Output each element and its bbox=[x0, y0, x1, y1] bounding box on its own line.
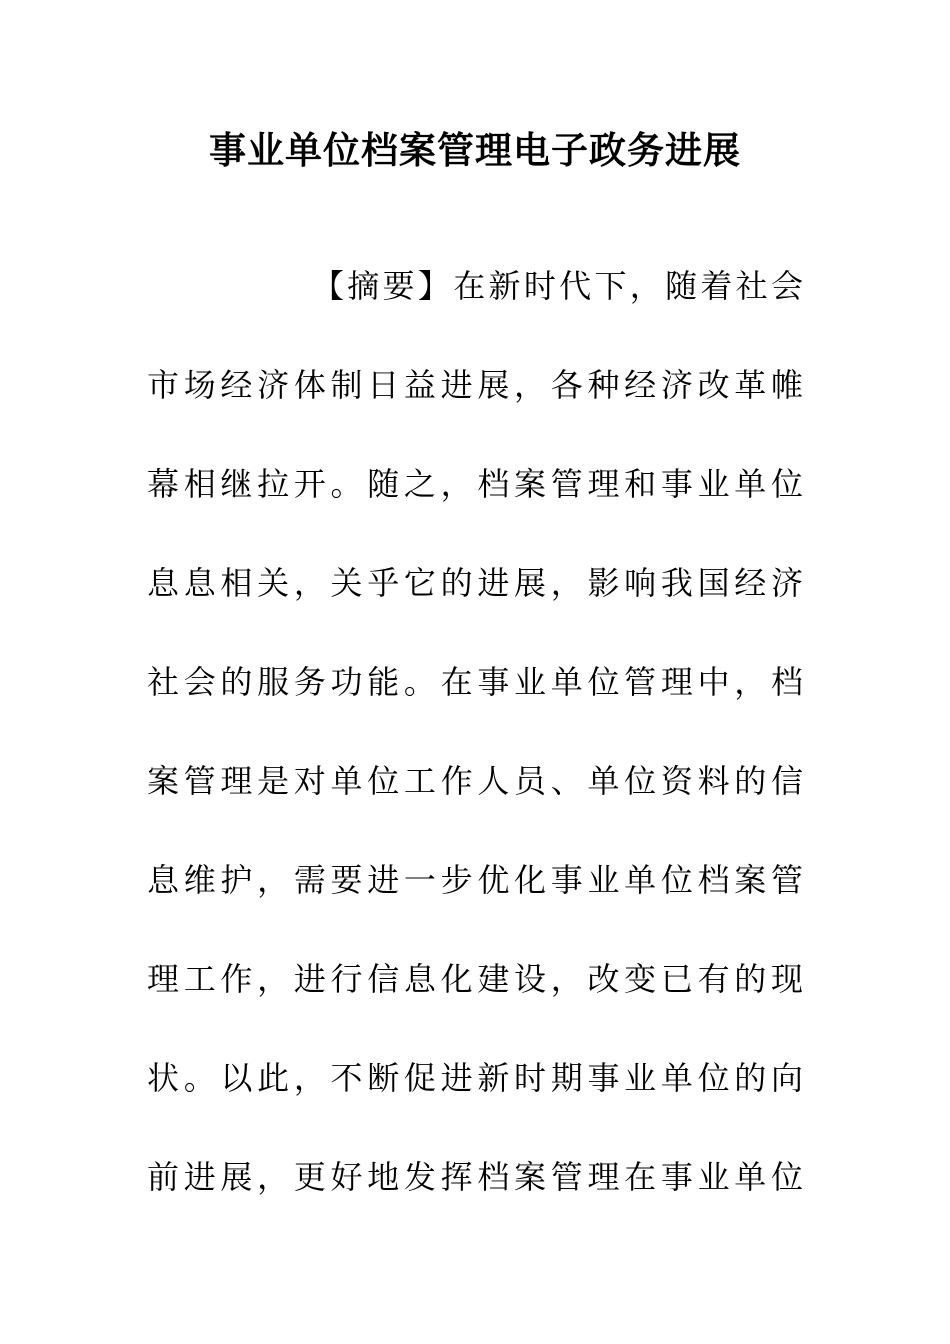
abstract-line: 幕相继拉开。随之，档案管理和事业单位 bbox=[147, 465, 803, 503]
abstract-line: 息维护，需要进一步优化事业单位档案管 bbox=[147, 861, 803, 899]
abstract-line: 息息相关，关乎它的进展，影响我国经济 bbox=[147, 564, 803, 602]
abstract-line: 【摘要】在新时代下，随着社会 bbox=[312, 267, 803, 305]
abstract-line: 前进展，更好地发挥档案管理在事业单位 bbox=[147, 1158, 803, 1196]
document-title: 事业单位档案管理电子政务进展 bbox=[209, 128, 741, 172]
abstract-line: 社会的服务功能。在事业单位管理中，档 bbox=[147, 663, 803, 701]
abstract-paragraph bbox=[147, 256, 803, 1246]
abstract-line: 理工作，进行信息化建设，改变已有的现 bbox=[147, 960, 803, 998]
abstract-line: 案管理是对单位工作人员、单位资料的信 bbox=[147, 762, 803, 800]
abstract-line: 状。以此，不断促进新时期事业单位的向 bbox=[147, 1059, 803, 1097]
abstract-line: 市场经济体制日益进展，各种经济改革帷 bbox=[147, 366, 803, 404]
